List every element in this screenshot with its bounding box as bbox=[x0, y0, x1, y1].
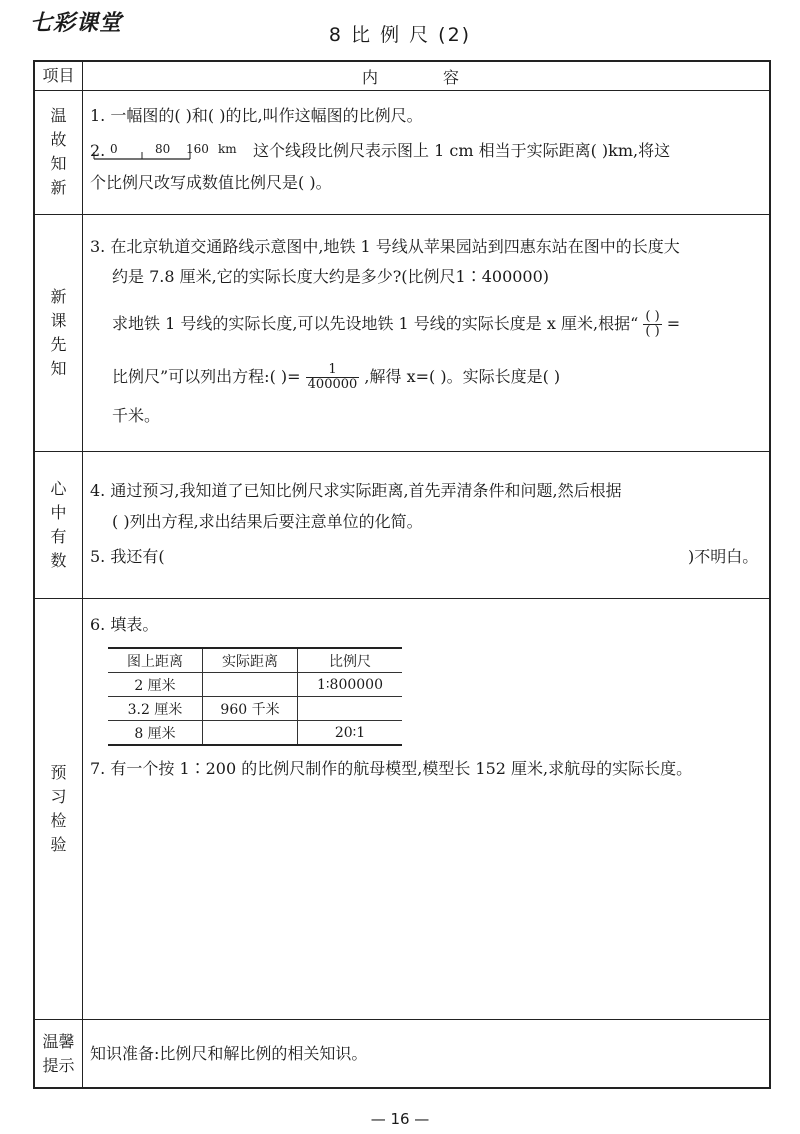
table-cell-blank[interactable] bbox=[298, 697, 403, 721]
scale-label-80: 80 bbox=[155, 142, 171, 156]
table-cell: 8 厘米 bbox=[108, 721, 203, 746]
table-cell: 960 千米 bbox=[203, 697, 298, 721]
row-divider bbox=[35, 598, 769, 599]
question-3-line1: 3. 在北京轨道交通路线示意图中,地铁 1 号线从苹果园站到四惠东站在图中的长度大 bbox=[90, 237, 680, 256]
page-title: 8 比 例 尺 (2) bbox=[328, 24, 472, 46]
fill-in-table bbox=[108, 647, 402, 746]
section-label-check: 预习检验 bbox=[50, 762, 67, 854]
section-label-review: 温故知新 bbox=[50, 106, 67, 197]
question-2-prefix: 2. bbox=[90, 141, 106, 160]
table-row bbox=[108, 721, 402, 746]
scale-label-160: 160 bbox=[186, 142, 209, 156]
section-label-new-lesson: 新课先知 bbox=[50, 286, 67, 378]
row-divider bbox=[35, 90, 769, 91]
table-header-map-distance: 图上距离 bbox=[108, 648, 203, 673]
scale-label-unit: km bbox=[218, 142, 237, 156]
question-3-line4: 比例尺”可以列出方程:( )= $\frac{1}{400000}$ ,解得 x=( )。实际长度是( ) bbox=[112, 362, 561, 392]
table-cell: 20∶1 bbox=[298, 721, 403, 746]
ratio-fraction: $\frac{( )}{( )}$ bbox=[645, 309, 660, 339]
question-2-line2: 个比例尺改写成数值比例尺是( )。 bbox=[90, 173, 332, 192]
row-divider bbox=[35, 1019, 769, 1020]
worksheet-table bbox=[33, 60, 771, 1089]
question-5-end: )不明白。 bbox=[688, 547, 759, 566]
question-7: 7. 有一个按 1∶200 的比例尺制作的航母模型,模型长 152 厘米,求航母的实际长度。 bbox=[90, 759, 693, 778]
row-divider bbox=[35, 214, 769, 215]
question-1: 1. 一幅图的( )和( )的比,叫作这幅图的比例尺。 bbox=[90, 106, 423, 125]
logo-text: 七彩课堂 bbox=[30, 11, 123, 36]
tip-text: 知识准备:比例尺和解比例的相关知识。 bbox=[90, 1044, 368, 1063]
table-row bbox=[108, 673, 402, 697]
column-divider bbox=[82, 62, 83, 1087]
question-2-line1: 这个线段比例尺表示图上 1 cm 相当于实际距离( )km,将这 bbox=[253, 141, 671, 160]
question-5: 5. 我还有( bbox=[90, 547, 165, 566]
section-label-reflection: 心中有数 bbox=[50, 478, 67, 570]
table-cell: 1∶800000 bbox=[298, 673, 403, 697]
scale-fraction: $\frac{1}{400000}$ bbox=[307, 362, 358, 392]
question-3-line5: 千米。 bbox=[112, 406, 161, 425]
table-cell: 2 厘米 bbox=[108, 673, 203, 697]
table-header-scale: 比例尺 bbox=[298, 648, 403, 673]
column-header-content: 内 容 bbox=[361, 67, 490, 87]
question-3-line2: 约是 7.8 厘米,它的实际长度大约是多少?(比例尺1∶400000) bbox=[112, 267, 550, 286]
section-label-tip: 温馨提示 bbox=[42, 1032, 75, 1075]
table-cell: 3.2 厘米 bbox=[108, 697, 203, 721]
question-3-line3: 求地铁 1 号线的实际长度,可以先设地铁 1 号线的实际长度是 x 厘米,根据“ $\frac{( )}{( )}$ = bbox=[112, 309, 681, 339]
table-cell-blank[interactable] bbox=[203, 673, 298, 697]
scale-label-0: 0 bbox=[110, 142, 118, 156]
row-divider bbox=[35, 451, 769, 452]
table-row bbox=[108, 697, 402, 721]
question-4-line2: ( )列出方程,求出结果后要注意单位的化简。 bbox=[112, 512, 423, 531]
question-4-line1: 4. 通过预习,我知道了已知比例尺求实际距离,首先弄清条件和问题,然后根据 bbox=[90, 481, 622, 500]
column-header-item: 项目 bbox=[42, 66, 75, 85]
page-number: — 16 — bbox=[370, 1110, 430, 1128]
table-header-actual-distance: 实际距离 bbox=[203, 648, 298, 673]
table-cell-blank[interactable] bbox=[203, 721, 298, 746]
question-6: 6. 填表。 bbox=[90, 615, 159, 634]
